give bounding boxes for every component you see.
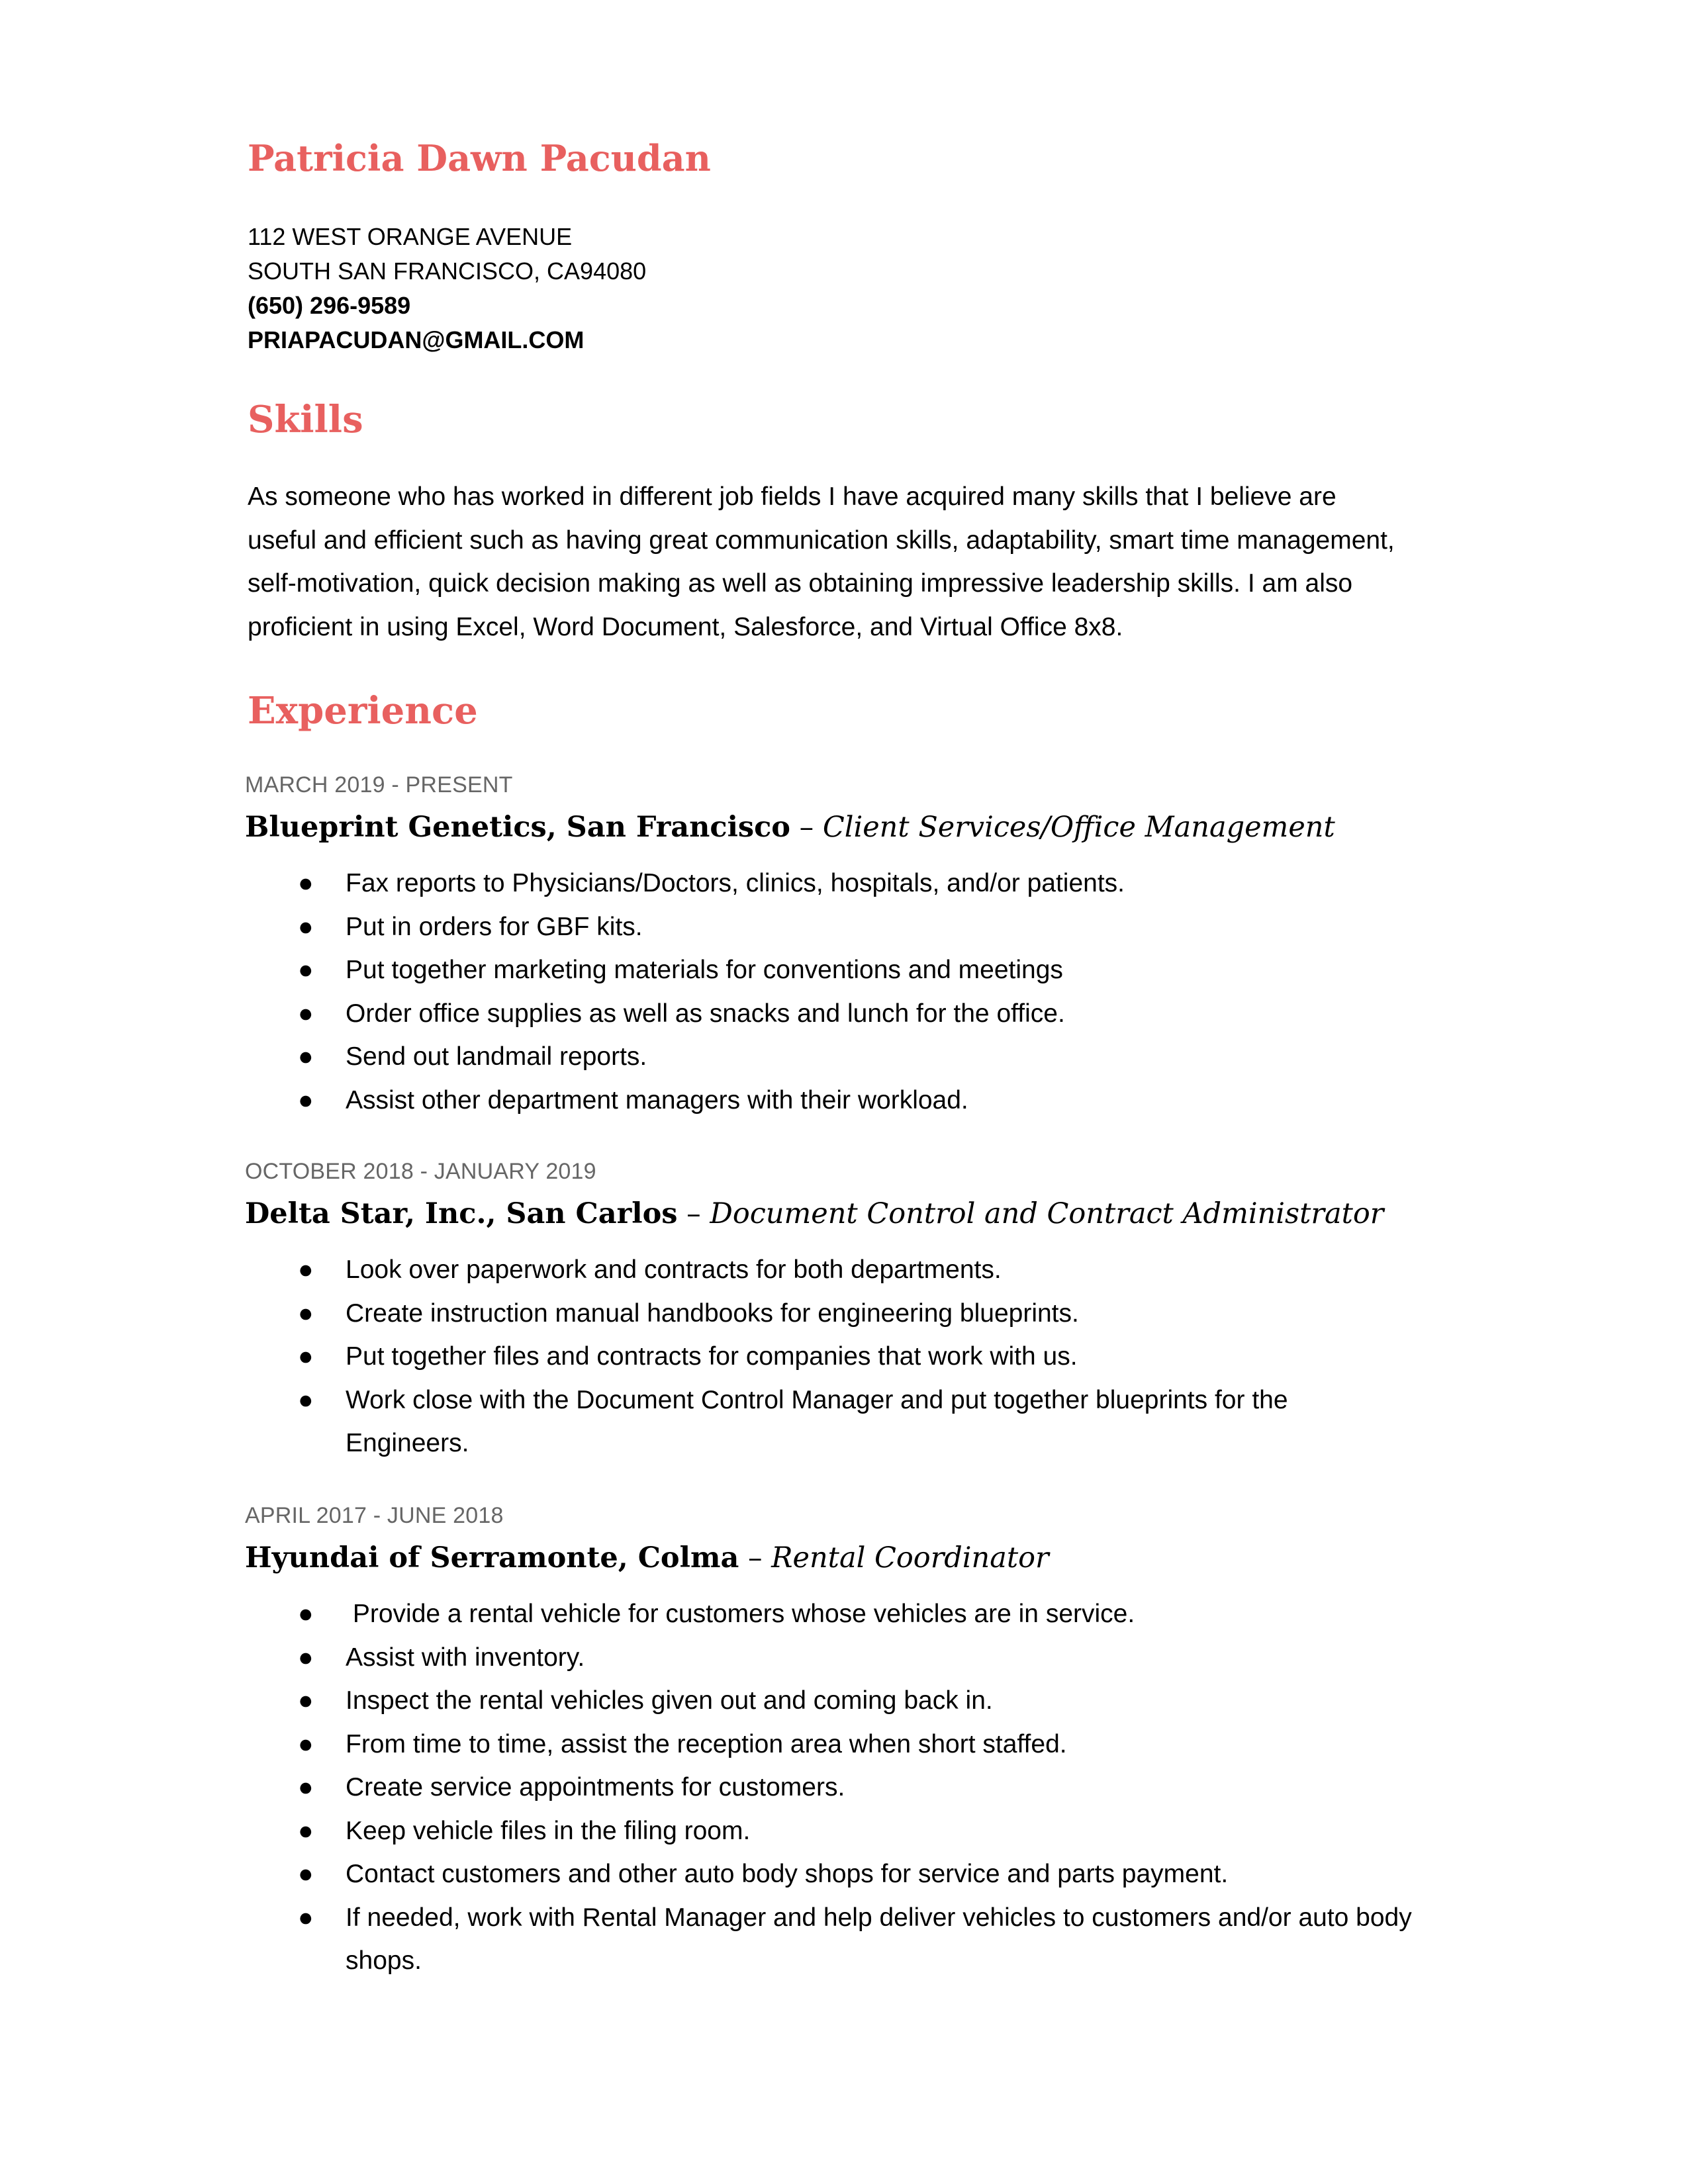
duty-text: Put in orders for GBF kits. — [346, 912, 643, 941]
job-duties-list — [245, 862, 1430, 1122]
job-entry — [245, 1501, 1430, 1983]
bullet-icon: ● — [298, 869, 314, 897]
duty-text: Create service appointments for customers. — [346, 1773, 845, 1801]
list-item — [245, 1896, 1418, 1983]
list-item — [245, 1292, 1418, 1336]
job-entry — [245, 770, 1430, 1122]
duty-text: Order office supplies as well as snacks and lunch for the office. — [346, 999, 1065, 1028]
duty-text: Send out landmail reports. — [346, 1042, 647, 1071]
list-item — [245, 1592, 1418, 1636]
candidate-name: Patricia Dawn Pacudan — [248, 137, 711, 179]
list-item — [245, 1852, 1418, 1896]
email-address: PRIAPACUDAN@GMAIL.COM — [248, 326, 585, 353]
duty-text: Create instruction manual handbooks for engineering blueprints. — [346, 1298, 1079, 1328]
job-dates: OCTOBER 2018 - JANUARY 2019 — [245, 1159, 596, 1184]
bullet-icon: ● — [298, 1042, 314, 1071]
list-item — [245, 1809, 1418, 1853]
company-name: Delta Star, Inc., San Carlos — [245, 1197, 678, 1230]
bullet-icon: ● — [298, 1085, 314, 1115]
list-item — [245, 905, 1418, 949]
job-duties-list — [245, 1248, 1430, 1465]
bullet-icon: ● — [298, 1385, 314, 1414]
job-role: Client Services/Office Management — [822, 811, 1335, 844]
duty-text: Provide a rental vehicle for customers whose vehicles are in service. — [346, 1600, 1135, 1628]
company-name: Blueprint Genetics, San Francisco — [245, 811, 790, 844]
duty-text: Keep vehicle files in the filing room. — [346, 1816, 751, 1845]
list-item — [245, 1248, 1418, 1292]
job-title-line — [245, 1195, 1430, 1232]
bullet-icon: ● — [298, 912, 314, 941]
address-line-1: 112 WEST ORANGE AVENUE — [248, 223, 573, 250]
bullet-icon: ● — [298, 1342, 314, 1371]
title-separator: – — [739, 1541, 772, 1574]
bullet-icon: ● — [298, 1816, 314, 1845]
bullet-icon: ● — [298, 1860, 314, 1888]
duty-text: If needed, work with Rental Manager and help deliver vehicles to customers and/or auto body shops. — [346, 1903, 1412, 1975]
experience-heading: Experience — [248, 689, 478, 733]
duty-text: Work close with the Document Control Manager and put together blueprints for the Engineers. — [346, 1385, 1288, 1457]
list-item — [245, 1079, 1418, 1122]
list-item — [245, 1766, 1418, 1809]
duty-text: Contact customers and other auto body shops for service and parts payment. — [346, 1860, 1229, 1888]
list-item — [245, 1035, 1418, 1079]
job-title-line — [245, 809, 1430, 846]
duty-text: Fax reports to Physicians/Doctors, clinics, hospitals, and/or patients. — [346, 869, 1125, 897]
job-entry — [245, 1157, 1430, 1465]
job-role: Document Control and Contract Administrator — [710, 1197, 1384, 1230]
list-item — [245, 1636, 1418, 1680]
duty-text: Assist with inventory. — [346, 1643, 585, 1672]
list-item — [245, 992, 1418, 1036]
list-item — [245, 862, 1418, 905]
duty-text: Look over paperwork and contracts for both departments. — [346, 1255, 1002, 1284]
bullet-icon: ● — [298, 1686, 314, 1715]
job-dates: MARCH 2019 - PRESENT — [245, 772, 513, 797]
bullet-icon: ● — [298, 956, 314, 984]
phone-number: (650) 296-9589 — [248, 292, 411, 319]
contact-block — [248, 220, 646, 357]
list-item — [245, 1379, 1418, 1465]
bullet-icon: ● — [298, 1903, 314, 1932]
job-duties-list — [245, 1592, 1430, 1983]
duty-text: Assist other department managers with their workload. — [346, 1085, 968, 1115]
skills-heading: Skills — [248, 398, 363, 441]
list-item — [245, 948, 1418, 992]
duty-text: From time to time, assist the reception area when short staffed. — [346, 1729, 1067, 1758]
title-separator: – — [677, 1197, 710, 1230]
duty-text: Put together files and contracts for companies that work with us. — [346, 1342, 1078, 1371]
duty-text: Put together marketing materials for conventions and meetings — [346, 956, 1063, 984]
list-item — [245, 1679, 1418, 1723]
title-separator: – — [790, 811, 823, 844]
bullet-icon: ● — [298, 1773, 314, 1801]
list-item — [245, 1723, 1418, 1766]
bullet-icon: ● — [298, 1600, 314, 1628]
company-name: Hyundai of Serramonte, Colma — [245, 1541, 739, 1574]
job-title-line — [245, 1539, 1430, 1576]
job-dates: APRIL 2017 - JUNE 2018 — [245, 1503, 504, 1528]
address-line-2: SOUTH SAN FRANCISCO, CA94080 — [248, 257, 647, 285]
bullet-icon: ● — [298, 999, 314, 1028]
duty-text: Inspect the rental vehicles given out and coming back in. — [346, 1686, 993, 1715]
bullet-icon: ● — [298, 1643, 314, 1672]
bullet-icon: ● — [298, 1255, 314, 1284]
bullet-icon: ● — [298, 1729, 314, 1758]
skills-paragraph: As someone who has worked in different job fields I have acquired many skills that I believe are useful and efficient such as having great communication skills, adaptability, smart time management, self-motivation, quick decision making as well as obtaining impressive leadership skills. I am also proficient in using Excel, Word Document, Salesforce, and Virtual Office 8x8. — [248, 482, 1395, 641]
bullet-icon: ● — [298, 1298, 314, 1328]
list-item — [245, 1335, 1418, 1379]
job-role: Rental Coordinator — [771, 1541, 1049, 1574]
